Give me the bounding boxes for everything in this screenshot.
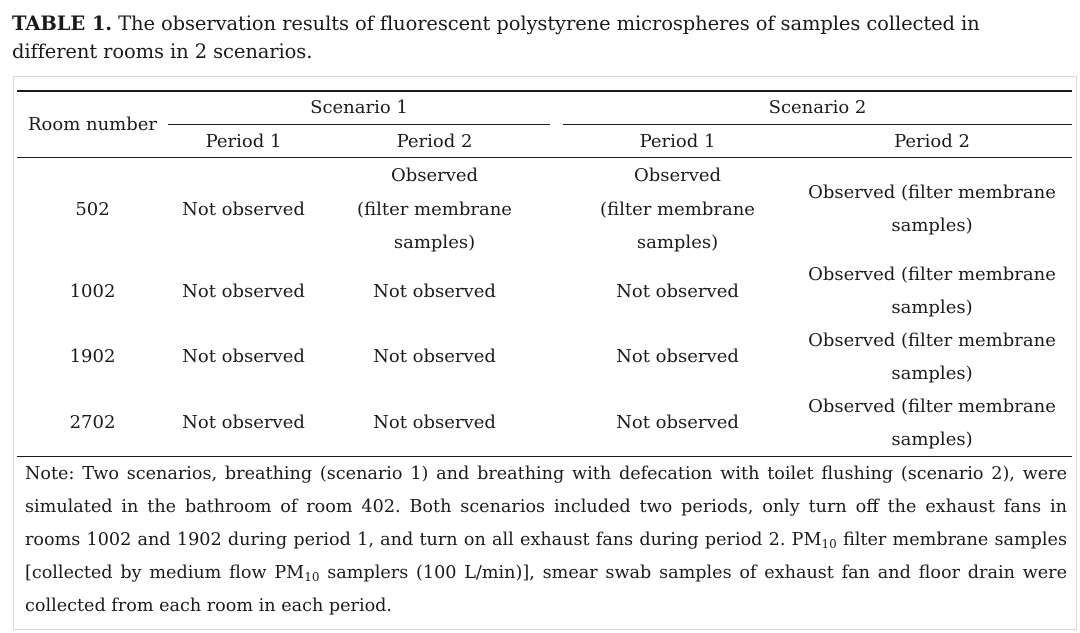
r502-s1-period-2-line-1: Observed <box>390 165 479 186</box>
r502-s1-period-2-line-3: samples) <box>393 232 476 253</box>
r502-s2-period-1-line-3: samples) <box>636 232 719 253</box>
room-502: 502 <box>75 199 110 220</box>
r1002-s2-period-2-line-2: samples) <box>891 297 973 318</box>
r1002-s2-period-1: Not observed <box>616 281 739 302</box>
header-s2-period-1: Period 1 <box>639 131 716 152</box>
header-scenario-1: Scenario 1 <box>310 97 408 118</box>
header-s1-period-1: Period 1 <box>205 131 282 152</box>
table-caption <box>12 10 1068 66</box>
r502-s2-period-1-line-1: Observed <box>633 165 722 186</box>
r2702-s2-period-1: Not observed <box>616 412 739 433</box>
r2702-s1-period-1: Not observed <box>182 412 305 433</box>
r502-s2-period-2-line-1: Observed (filter membrane <box>808 182 1056 203</box>
r1902-s2-period-2-line-2: samples) <box>891 363 973 384</box>
caption-text: The observation results of fluorescent polystyrene microspheres of samples collected in different rooms in 2 scenarios. <box>12 12 980 63</box>
header-s2-period-2: Period 2 <box>894 131 970 152</box>
r502-s1-period-2-line-2: (filter membrane <box>357 199 512 220</box>
r502-s2-period-2-line-2: samples) <box>891 215 973 236</box>
r2702-s2-period-2-line-1: Observed (filter membrane <box>808 396 1056 417</box>
r2702-s1-period-2: Not observed <box>373 412 496 433</box>
room-2702: 2702 <box>69 412 116 433</box>
room-1902: 1902 <box>69 346 116 367</box>
note-text-3: samplers (100 L/min)], smear swab samples of exhaust fan and floor drain were collected from each room in each period. <box>25 563 1068 616</box>
caption-label: TABLE 1. <box>12 12 112 35</box>
r1902-s1-period-1: Not observed <box>182 346 305 367</box>
r1902-s2-period-1: Not observed <box>616 346 739 367</box>
r1002-s1-period-2: Not observed <box>373 281 496 302</box>
body-bottom-rule <box>17 456 1072 457</box>
room-1002: 1002 <box>69 281 116 302</box>
header-room-number: Room number <box>27 114 158 135</box>
note-subscript-1: 10 <box>821 537 837 551</box>
header-scenario-2: Scenario 2 <box>768 97 867 118</box>
r1902-s2-period-2-line-1: Observed (filter membrane <box>808 330 1056 351</box>
r1002-s1-period-1: Not observed <box>182 281 305 302</box>
note-text-2: filter membrane samples [collected by medium flow PM <box>25 530 1068 583</box>
r1902-s1-period-2: Not observed <box>373 346 496 367</box>
note-subscript-2: 10 <box>304 570 320 584</box>
r502-s2-period-1-line-2: (filter membrane <box>600 199 755 220</box>
note-text-1: Note: Two scenarios, breathing (scenario 1) and breathing with defecation with toilet flushing (scenario 2), were simulated in the bathroom of room 402. Both scenarios included two periods, only turn off the exhaust fans in rooms 1002 and 1902 during period 1, and turn on all exhaust fans during period 2. PM <box>25 464 1067 550</box>
r1002-s2-period-2-line-1: Observed (filter membrane <box>808 264 1056 285</box>
header-s1-period-2: Period 2 <box>396 131 473 152</box>
r502-s1-period-1: Not observed <box>182 199 305 220</box>
r2702-s2-period-2-line-2: samples) <box>891 429 973 450</box>
table-note <box>25 458 1067 623</box>
